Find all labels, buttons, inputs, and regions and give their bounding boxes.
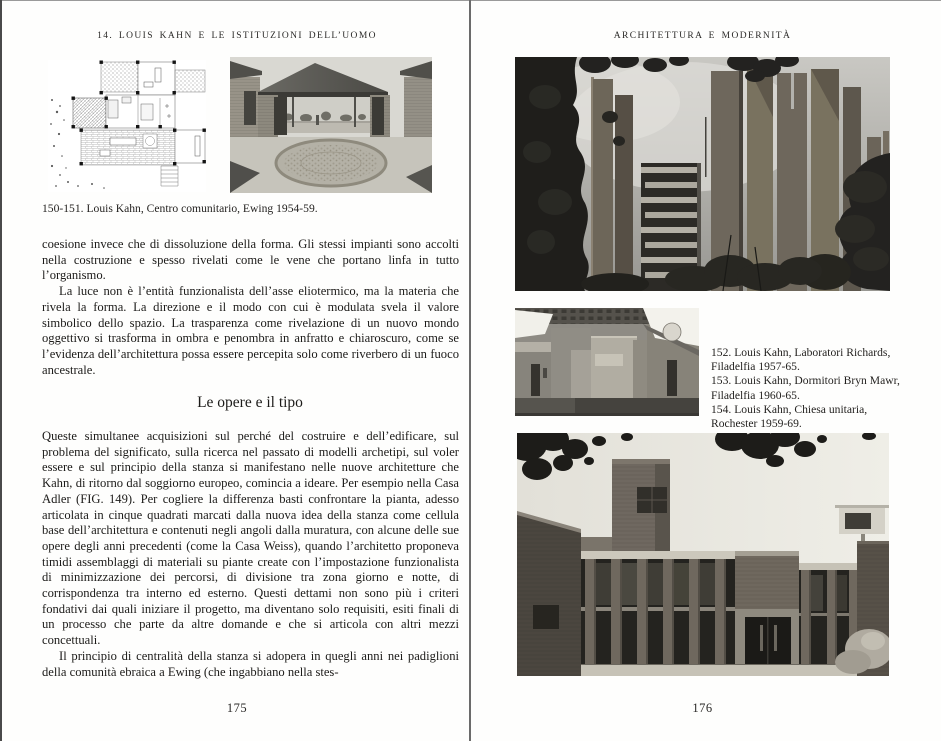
left-page <box>0 0 469 741</box>
paragraph-il-principio: Il principio di centralità della stanza si adopera in quegli anni nei padiglioni della comunità ebraica a Ewing (che ingabbiano nella stes- <box>42 648 459 679</box>
figure-photo-interior <box>515 308 699 421</box>
interior-floor <box>515 398 699 416</box>
figure-photo-ewing-courtyard <box>230 57 432 198</box>
paragraph-queste: Queste simultanee acquisizioni sul perché del costruire e dell’edificare, sul problema del significato, sulla ricerca nel passato di modelli archetipi, sul voler essere e sul principio della stanza si manifestano nelle nuove architetture che Kahn, di ritorno dal soggiorno europeo, comincia a ideare. Per esempio nella Casa Adler (FIG. 149). Per cogliere la differenza basti confrontare la pianta, adesso articolata in cinque quadrati marcati dalla nuova idea della stanza come cellula base dell’architettura e contenuti negli angoli dalla muratura, con alcune delle sue opere degli anni precedenti (come la Casa Weiss), quando l’architetto proponeva timidi assemblaggi di materiali su piante create con l’impostazione funzionalista di minimizzazione dei percorsi, di divisione tra zona giorno e notte, di corrispondenza tra interno ed esterno. Questi dettami non sono più i criteri fondativi dai quali iniziare il progetto, ma diventano solo requisiti, esiti finali di un processo che parte da altre domande e che si articola con altri mezzi concettuali. <box>42 429 459 648</box>
page-number-left: 175 <box>226 701 248 715</box>
right-captions <box>711 346 911 431</box>
courtyard-photo <box>230 57 432 193</box>
right-running-head: ARCHITETTURA E MODERNITÀ <box>613 31 792 41</box>
left-running-head: 14. LOUIS KAHN E LE ISTITUZIONI DELL’UOMO <box>97 31 377 41</box>
right-page <box>471 0 941 741</box>
facade-photo <box>517 433 889 676</box>
caption-153: 153. Louis Kahn, Dormitori Bryn Mawr, Filadelfia 1960-65. <box>711 374 900 402</box>
section-heading: Le opere e il tipo <box>197 394 303 411</box>
left-text-block-1 <box>42 237 459 378</box>
facade-left-wall <box>517 511 581 676</box>
facade-entrance <box>735 609 799 668</box>
courtyard-plaza <box>230 137 432 193</box>
plan-drawing <box>48 60 206 192</box>
figure-photo-brick-facade <box>517 433 889 681</box>
caption-154: 154. Louis Kahn, Chiesa unitaria, Rochester 1959-69. <box>711 402 868 431</box>
interior-photo <box>515 308 699 416</box>
page-number-right: 176 <box>692 701 713 715</box>
round-object <box>663 323 681 341</box>
caption-152: 152. Louis Kahn, Laboratori Richards, Filadelfia 1957-65. <box>711 346 891 374</box>
paragraph-coesione: coesione invece che di dissoluzione della forma. Gli stessi impianti sono accolti nella costruzione e spesso rivelati come le vene che portano linfa in tutto l’organismo. <box>42 237 459 283</box>
facade-tower <box>612 459 670 567</box>
figure-caption-150-151: 150-151. Louis Kahn, Centro comunitario, Ewing 1954-59. <box>42 202 318 215</box>
figure-plan-ewing <box>48 60 206 197</box>
richards-photo <box>515 57 890 291</box>
figure-photo-richards-labs <box>515 57 890 296</box>
left-text-block-2 <box>42 429 459 680</box>
paragraph-la-luce: La luce non è l’entità funzionalista dell’asse eliotermico, ma la materia che rivela la forma. La direzione e il modo con cui è modulata svela il valore simbolico dello spazio. La trasparenza come rivelazione di un nuovo mondo oggettivo si trasforma in ombra e penombra in anfratto e chiaroscuro, come se l’evidenza dell’architettura possa essere percepita solo come riverbero di un fuoco ancestrale. <box>42 284 459 377</box>
